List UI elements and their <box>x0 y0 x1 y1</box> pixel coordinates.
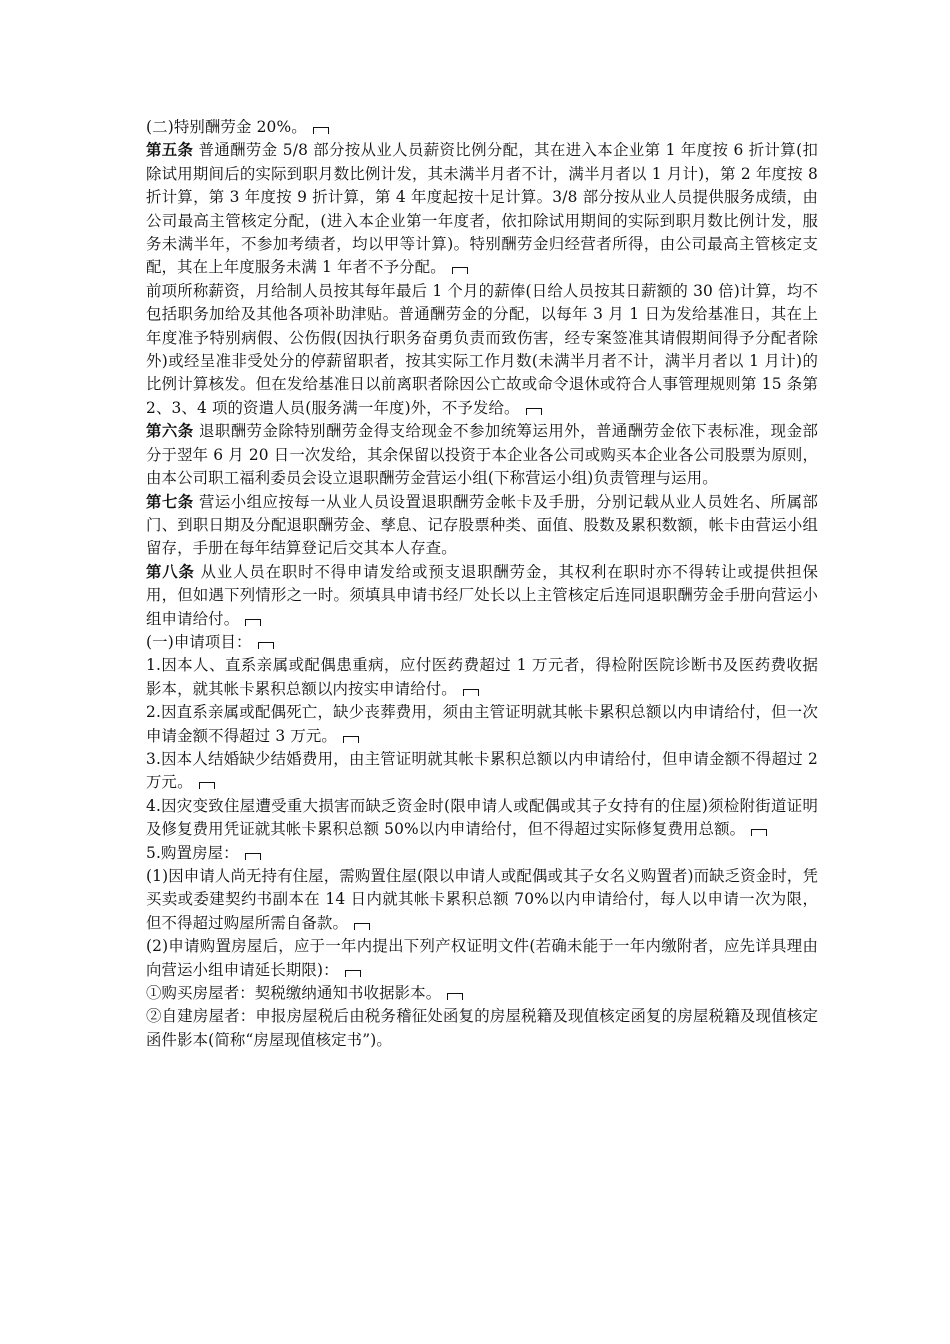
application-items-heading <box>146 631 818 654</box>
paragraph-special-bonus <box>146 116 818 139</box>
article-heading: 第八条 <box>146 562 195 581</box>
sub-list-item <box>146 982 818 1005</box>
paragraph-mark-icon <box>345 970 361 977</box>
paragraph-text: 退职酬劳金除特别酬劳金得支给现金不参加统筹运用外，普通酬劳金依下表标准，现金部分于翌年 6 月 20 日一次发给，其余保留以投资于本企业各公司或购买本企业各公司股票为原则，由本公司职工福利委员会设立退职酬劳金营运小组(下称营运小组)负责管理与运用。 <box>146 422 818 488</box>
list-item <box>146 842 818 865</box>
paragraph-salary-definition <box>146 280 818 420</box>
list-item <box>146 701 818 748</box>
paragraph-text: 2.因直系亲属或配偶死亡，缺少丧葬费用，须由主管证明就其帐卡累积总额以内申请给付，但一次申请金额不得超过 3 万元。 <box>146 703 818 745</box>
paragraph-text: 从业人员在职时不得申请发给或预支退职酬劳金，其权利在职时亦不得转让或提供担保用，但如遇下列情形之一时。须填具申请书经厂处长以上主管核定后连同退职酬劳金手册向营运小组申请给付。 <box>146 562 819 628</box>
sub-list-item <box>146 865 818 935</box>
paragraph-text: 1.因本人、直系亲属或配偶患重病，应付医药费超过 1 万元者，得检附医院诊断书及医药费收据影本，就其帐卡累积总额以内按实申请给付。 <box>146 656 818 698</box>
article-6 <box>146 420 818 490</box>
paragraph-text: 营运小组应按每一从业人员设置退职酬劳金帐卡及手册，分别记载从业人员姓名、所属部门、到职日期及分配退职酬劳金、孳息、记存股票种类、面值、股数及累积数额，帐卡由营运小组留存，手册在每年结算登记后交其本人存查。 <box>146 492 818 558</box>
list-item <box>146 795 818 842</box>
paragraph-text: (一)申请项目： <box>146 632 252 651</box>
article-7 <box>146 491 818 561</box>
article-5 <box>146 139 818 279</box>
paragraph-text: 3.因本人结婚缺少结婚费用，由主管证明就其帐卡累积总额以内申请给付，但申请金额不得超过 2 万元。 <box>146 749 818 792</box>
paragraph-text: 5.购置房屋： <box>146 843 239 862</box>
paragraph-mark-icon <box>199 782 215 789</box>
paragraph-text: (二)特别酬劳金 20%。 <box>146 118 307 136</box>
paragraph-text: 前项所称薪资，月给制人员按其每年最后 1 个月的薪俸(日给人员按其日薪额的 30 倍)计算，均不包括职务加给及其他各项补助津贴。普通酬劳金的分配，以每年 3 月 1 日为发给基准日，其在上年度准予特别病假、公伤假(因执行职务奋勇负责而致伤害，经专案签准其请假期间得予分配者除外)或经呈准非受处分的停薪留职者，按其实际工作月数(未满半月者不计，满半月者以 1 月计)的比例计算核发。但在发给基准日以前离职者除因公亡故或命令退休或符合人事管理规则第 15 条第 2、3、4 项的资遣人员(服务满一年度)外，不予发给。 <box>146 281 818 417</box>
paragraph-mark-icon <box>245 853 261 860</box>
paragraph-mark-icon <box>258 642 274 649</box>
paragraph-text: 普通酬劳金 5/8 部分按从业人员薪资比例分配，其在进入本企业第 1 年度按 6 折计算(扣除试用期间后的实际到职月数比例计发，其未满半月者不计，满半月者以 1 月计)，第 2 年度按 8 折计算，第 3 年度按 9 折计算，第 4 年度起按十足计算。3/8 部分按从业人员提供服务成绩，由公司最高主管核定分配，(进入本企业第一年度者，依扣除试用期间的实际到职月数比例计发，服务未满半年，不参加考绩者，均以甲等计算)。特别酬劳金归经营者所得，由公司最高主管核定支配，其在上年度服务未满 1 年者不予分配。 <box>146 141 819 277</box>
paragraph-mark-icon <box>343 736 359 743</box>
paragraph-text: ②自建房屋者：申报房屋税后由税务稽征处函复的房屋税籍及现值核定函复的房屋税籍及现值核定函件影本(简称“房屋现值核定书”)。 <box>146 1007 818 1049</box>
paragraph-text: 4.因灾变致住屋遭受重大损害而缺乏资金时(限申请人或配偶或其子女持有的住屋)须检附街道证明及修复费用凭证就其帐卡累积总额 50%以内申请给付，但不得超过实际修复费用总额。 <box>146 796 818 839</box>
list-item <box>146 654 818 701</box>
paragraph-mark-icon <box>751 829 767 836</box>
article-heading: 第六条 <box>146 422 194 441</box>
paragraph-text: ①购买房屋者：契税缴纳通知书收据影本。 <box>146 984 442 1003</box>
article-heading: 第七条 <box>146 492 194 511</box>
paragraph-mark-icon <box>463 689 479 696</box>
paragraph-text: (2)申请购置房屋后，应于一年内提出下列产权证明文件(若确未能于一年内缴附者，应先详具理由向营运小组申请延长期限)： <box>146 937 818 979</box>
paragraph-mark-icon <box>245 619 261 626</box>
article-heading: 第五条 <box>146 141 194 160</box>
sub-list-item <box>146 935 818 982</box>
list-item <box>146 748 818 795</box>
paragraph-mark-icon <box>313 127 329 134</box>
paragraph-mark-icon <box>447 993 463 1000</box>
paragraph-mark-icon <box>354 923 370 930</box>
document-page <box>146 116 818 1052</box>
article-8 <box>146 561 818 631</box>
sub-list-item <box>146 1005 818 1052</box>
paragraph-text: (1)因申请人尚无持有住屋，需购置住屋(限以申请人或配偶或其子女名义购置者)而缺乏资金时，凭买卖或委建契约书副本在 14 日内就其帐卡累积总额 70%以内申请给付，每人以申请一次为限，但不得超过购屋所需自备款。 <box>146 867 818 932</box>
paragraph-mark-icon <box>452 267 468 274</box>
paragraph-mark-icon <box>526 408 542 415</box>
